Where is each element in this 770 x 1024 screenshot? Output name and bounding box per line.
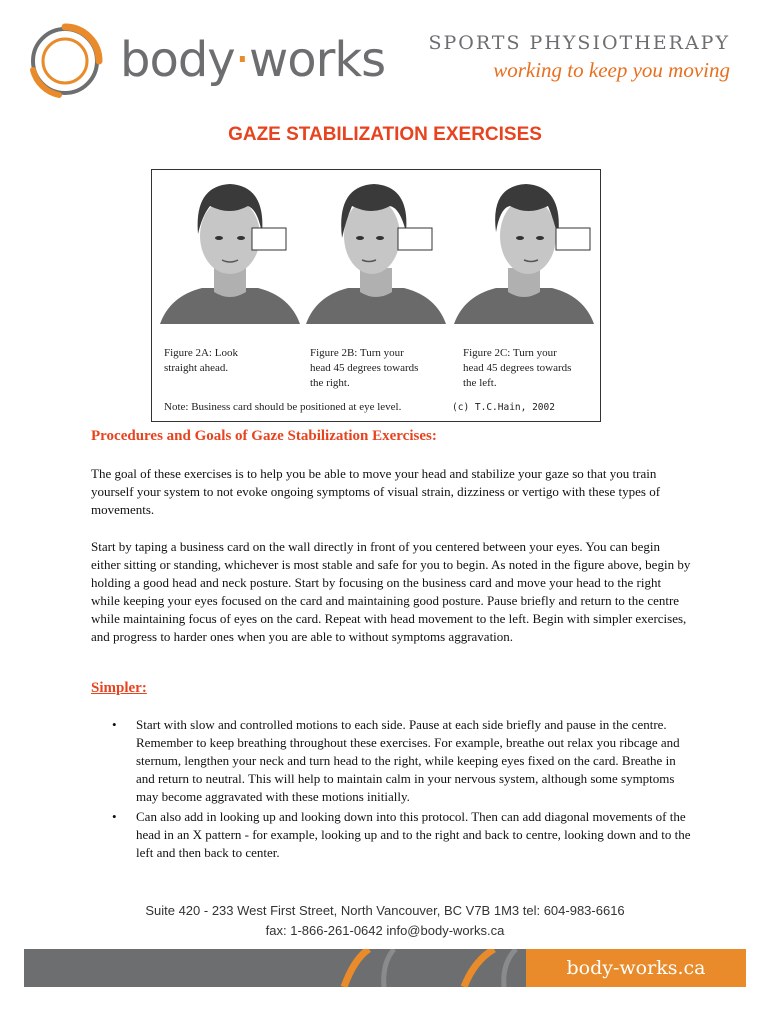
- logo-ring-icon: [24, 20, 106, 102]
- figure-note: Note: Business card should be positioned at eye level.: [164, 401, 402, 413]
- procedures-para-2-block: [91, 538, 691, 646]
- list-item: • Start with slow and controlled motions to each side. Pause at each side briefly and pause in the centre. Remember to keep breathing throughout these exercises. For example, breathe out relax you ribcage and sternum, lengthen your neck and turn head to the right, while keeping eyes fixed on the card. Breathe in and return to neutral. This will help to maintain calm in your nervous system, although some symptoms may become aggravated with these motions initially.: [112, 717, 680, 804]
- caption-2c: Figure 2C: Turn your head 45 degrees towards the left.: [463, 347, 572, 389]
- tagline: working to keep you moving: [493, 58, 730, 82]
- procedures-heading: Procedures and Goals of Gaze Stabilization Exercises:: [91, 428, 437, 444]
- logo: [24, 20, 386, 100]
- head-right-illustration: [306, 176, 446, 324]
- practice-block: [428, 32, 730, 83]
- exercise-figure: [151, 169, 601, 422]
- figure-copyright: (c) T.C.Hain, 2002: [452, 402, 555, 413]
- simpler-heading: Simpler:: [91, 680, 147, 696]
- bullet-icon: •: [112, 809, 117, 824]
- logo-wordmark: body·works: [120, 32, 386, 88]
- head-left-illustration: [454, 176, 594, 324]
- footer-address: Suite 420 - 233 West First Street, North Vancouver, BC V7B 1M3 tel: 604-983-6616: [145, 903, 625, 918]
- footer-bar: [24, 949, 746, 987]
- procedures-paragraph-2: Start by taping a business card on the wall directly in front of you centered between your eyes. You can begin either sitting or standing, whichever is most stable and safe for you to begin. As noted in the figure above, begin by holding a good head and neck posture. Start by focusing on the business card and move your head to the right while keeping your eyes focused on the card and maintaining good posture. Pause briefly and return to the centre while maintaining focus of eyes on the card. Repeat with head movement to the left. Begin with simpler exercises, and progress to harder ones when you are able to without symptoms aggravation.: [91, 539, 691, 644]
- procedures-para-1-block: [91, 465, 691, 519]
- simpler-heading-block: [91, 680, 691, 697]
- list-item: • Can also add in looking up and looking down into this protocol. Then can add diagonal movements of the head in an X pattern - for example, looking up and to the right and back to centre, looking down and to the left and then back to center.: [112, 809, 691, 860]
- footer-fax-email: fax: 1-866-261-0642 info@body-works.ca: [265, 923, 505, 938]
- page-title: GAZE STABILIZATION EXERCISES: [228, 124, 542, 145]
- procedures-heading-block: [91, 428, 691, 445]
- simpler-bullet-list: [112, 716, 696, 864]
- procedures-paragraph-1: The goal of these exercises is to help you be able to move your head and stabilize your gaze so that you train yourself your system to not evoke ongoing symptoms of visual strain, dizziness or vertigo with these types of movements.: [91, 466, 661, 517]
- footer-url[interactable]: body-works.ca: [566, 957, 706, 979]
- caption-2a: Figure 2A: Look straight ahead.: [164, 347, 238, 374]
- practice-name: SPORTS PHYSIOTHERAPY: [428, 32, 730, 54]
- footer-contact: [0, 901, 770, 941]
- bullet-icon: •: [112, 717, 117, 732]
- caption-2b: Figure 2B: Turn your head 45 degrees towards the right.: [310, 347, 419, 389]
- decorative-swoosh-icon: [324, 949, 534, 987]
- head-straight-illustration: [160, 176, 300, 324]
